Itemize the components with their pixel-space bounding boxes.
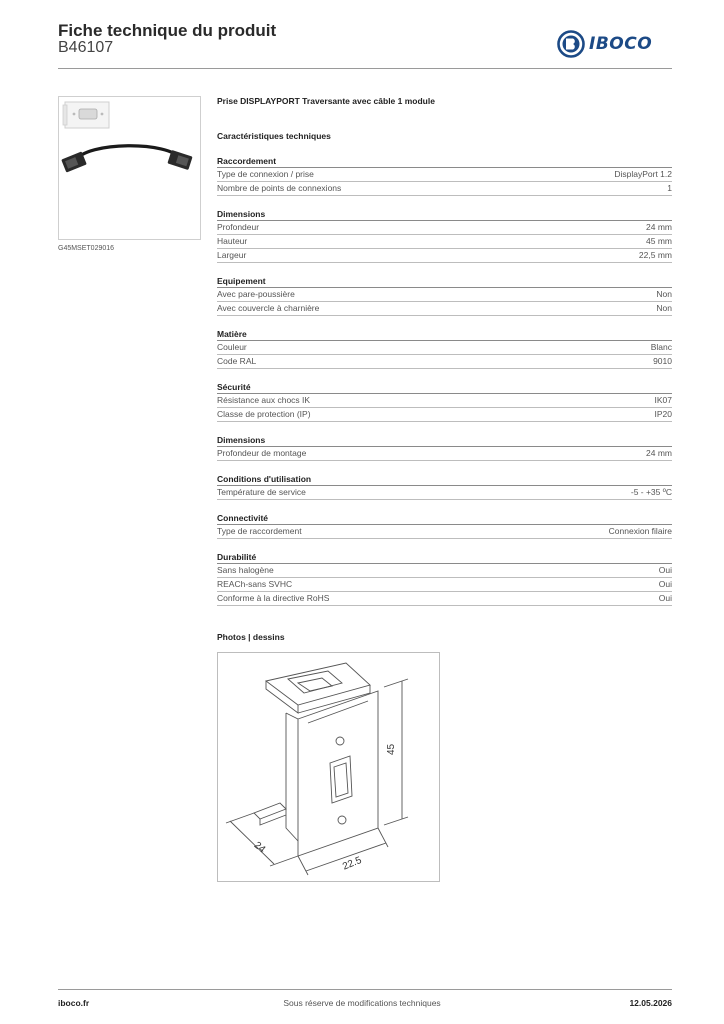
spec-label: Classe de protection (IP) bbox=[217, 409, 311, 419]
brand-logo[interactable] bbox=[557, 28, 675, 60]
spec-label: Profondeur de montage bbox=[217, 448, 307, 458]
dimension-height-label: 45 bbox=[386, 743, 397, 755]
spec-group-title: Dimensions bbox=[217, 209, 672, 221]
spec-value: -5 - +35 ºC bbox=[630, 487, 672, 497]
thumbnail-caption: G45MSET029016 bbox=[58, 245, 115, 252]
spec-row bbox=[217, 355, 672, 369]
dimension-depth-label: 24 bbox=[251, 839, 268, 856]
product-code: B46107 bbox=[58, 39, 114, 56]
dimension-width-label: 22.5 bbox=[341, 854, 364, 873]
spec-label: REACh-sans SVHC bbox=[217, 579, 293, 589]
spec-group bbox=[217, 209, 672, 263]
dimension-drawing bbox=[218, 653, 439, 881]
spec-group-title: Connectivité bbox=[217, 513, 672, 525]
spec-group bbox=[217, 513, 672, 539]
spec-row bbox=[217, 394, 672, 408]
spec-value: DisplayPort 1.2 bbox=[614, 169, 672, 179]
spec-group bbox=[217, 474, 672, 500]
spec-group bbox=[217, 435, 672, 461]
spec-group bbox=[217, 156, 672, 196]
spec-groups bbox=[217, 156, 672, 606]
spec-label: Code RAL bbox=[217, 356, 257, 366]
footer-notice: Sous réserve de modifications techniques bbox=[283, 998, 441, 1008]
product-thumbnail bbox=[58, 96, 201, 240]
spec-value: Non bbox=[656, 289, 672, 299]
spec-row bbox=[217, 235, 672, 249]
footer-divider bbox=[58, 989, 672, 990]
spec-row bbox=[217, 221, 672, 235]
iboco-logo-icon bbox=[557, 30, 585, 58]
spec-value: Non bbox=[656, 303, 672, 313]
spec-group bbox=[217, 329, 672, 369]
spec-group-title: Raccordement bbox=[217, 156, 672, 168]
product-title: Prise DISPLAYPORT Traversante avec câble 1 module bbox=[217, 96, 435, 106]
spec-row bbox=[217, 578, 672, 592]
spec-row bbox=[217, 408, 672, 422]
spec-value: Oui bbox=[658, 579, 672, 589]
spec-group-title: Matière bbox=[217, 329, 672, 341]
spec-group-title: Conditions d'utilisation bbox=[217, 474, 672, 486]
page-title: Fiche technique du produit bbox=[58, 21, 277, 40]
spec-label: Conforme à la directive RoHS bbox=[217, 593, 330, 603]
specs-heading: Caractéristiques techniques bbox=[217, 131, 331, 141]
spec-group bbox=[217, 382, 672, 422]
spec-value: Blanc bbox=[650, 342, 672, 352]
spec-sheet bbox=[217, 96, 672, 606]
spec-group-title: Equipement bbox=[217, 276, 672, 288]
spec-value: IK07 bbox=[654, 395, 672, 405]
spec-value: IP20 bbox=[654, 409, 672, 419]
spec-value: 9010 bbox=[653, 356, 672, 366]
spec-label: Sans halogène bbox=[217, 565, 274, 575]
spec-group-title: Dimensions bbox=[217, 435, 672, 447]
spec-value: Connexion filaire bbox=[608, 526, 672, 536]
technical-drawing bbox=[217, 652, 440, 882]
spec-label: Résistance aux chocs IK bbox=[217, 395, 311, 405]
spec-label: Profondeur bbox=[217, 222, 260, 232]
spec-label: Type de raccordement bbox=[217, 526, 302, 536]
spec-group-title: Durabilité bbox=[217, 552, 672, 564]
spec-value: Oui bbox=[658, 565, 672, 575]
spec-value: 45 mm bbox=[646, 236, 672, 246]
spec-row bbox=[217, 302, 672, 316]
spec-row bbox=[217, 592, 672, 606]
spec-group bbox=[217, 552, 672, 606]
spec-label: Température de service bbox=[217, 487, 306, 497]
spec-row bbox=[217, 168, 672, 182]
spec-label: Type de connexion / prise bbox=[217, 169, 314, 179]
spec-row bbox=[217, 447, 672, 461]
spec-label: Hauteur bbox=[217, 236, 248, 246]
spec-label: Avec pare-poussière bbox=[217, 289, 295, 299]
header-divider bbox=[58, 68, 672, 69]
spec-group bbox=[217, 276, 672, 316]
spec-row bbox=[217, 182, 672, 196]
spec-value: 24 mm bbox=[646, 448, 672, 458]
spec-value: 1 bbox=[667, 183, 672, 193]
spec-label: Couleur bbox=[217, 342, 247, 352]
spec-label: Avec couvercle à charnière bbox=[217, 303, 320, 313]
spec-row bbox=[217, 288, 672, 302]
spec-row bbox=[217, 249, 672, 263]
logo-text: IBOCO bbox=[589, 34, 653, 54]
spec-value: 22,5 mm bbox=[638, 250, 672, 260]
spec-row bbox=[217, 341, 672, 355]
cable-connector-image bbox=[59, 97, 200, 239]
spec-value: 24 mm bbox=[646, 222, 672, 232]
footer-site-link[interactable]: iboco.fr bbox=[58, 998, 90, 1008]
spec-value: Oui bbox=[658, 593, 672, 603]
spec-row bbox=[217, 525, 672, 539]
spec-label: Nombre de points de connexions bbox=[217, 183, 342, 193]
photos-heading: Photos | dessins bbox=[217, 632, 285, 642]
spec-row bbox=[217, 564, 672, 578]
footer-date: 12.05.2026 bbox=[629, 998, 672, 1008]
spec-label: Largeur bbox=[217, 250, 247, 260]
spec-group-title: Sécurité bbox=[217, 382, 672, 394]
spec-row bbox=[217, 486, 672, 500]
